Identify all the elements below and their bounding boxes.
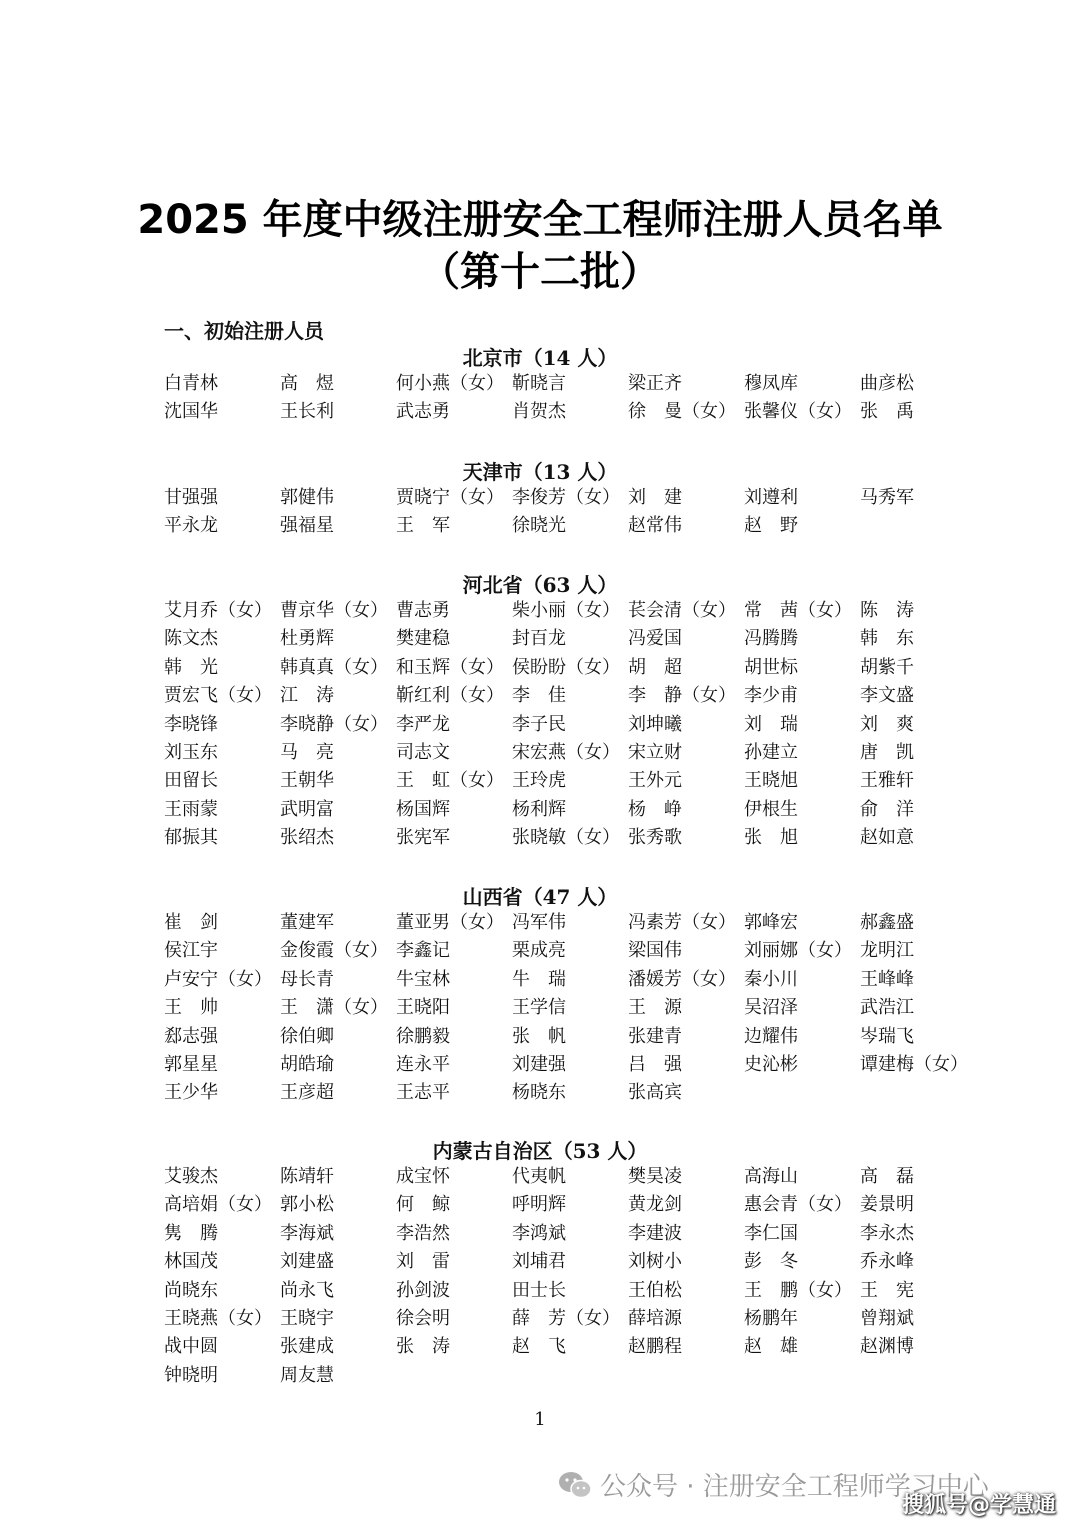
person-name: 冯军伟 [512,912,566,933]
person-name: 卢安宁（女） [164,968,272,990]
person-name: 郭峰宏 [744,912,798,933]
person-name: 陈 涛 [860,600,914,621]
person-name: 王雅轩 [860,770,914,792]
person-name: 樊建稳 [396,628,450,650]
person-name: 龙明江 [860,940,914,962]
person-name: 张建成 [280,1336,334,1358]
person-name: 曲彦松 [860,373,914,394]
province-heading-hebei: 河北省（63 人） [462,573,618,597]
person-name: 岑瑞飞 [860,1025,914,1047]
person-name: 刘 建 [628,487,682,508]
person-name: 连永平 [396,1053,450,1075]
person-name: 樊昊凌 [628,1166,682,1187]
person-name: 李仁国 [744,1222,798,1244]
person-name: 王 潇（女） [280,997,388,1019]
person-name: 刘 瑞 [744,713,798,735]
person-name: 赵如意 [860,827,914,849]
person-name: 曾翔斌 [860,1307,914,1329]
person-name: 艾月乔（女） [164,600,272,621]
person-name: 王长利 [280,401,334,423]
person-name: 贾宏飞（女） [164,685,272,707]
person-name: 唐 凯 [860,741,914,763]
page-number: 1 [534,1409,546,1430]
person-name: 平永龙 [164,515,218,537]
person-name: 董建军 [280,912,334,933]
person-name: 林国茂 [164,1251,218,1273]
person-name: 封百龙 [512,628,566,650]
person-name: 靳晓言 [512,373,566,394]
person-name: 俞 洋 [860,798,914,820]
person-name: 王 鹏（女） [744,1279,852,1301]
person-name: 王晓燕（女） [164,1307,272,1329]
person-name: 牛 瑞 [512,968,566,990]
person-name: 王彦超 [280,1082,334,1104]
person-name: 边耀伟 [744,1025,798,1047]
person-name: 刘玉东 [164,741,218,763]
person-name: 王伯松 [628,1279,682,1301]
person-name: 常 茜（女） [744,600,852,621]
person-name: 肖贺杰 [512,401,566,423]
person-name: 武志勇 [396,401,450,423]
person-name: 宋立财 [628,741,682,763]
person-name: 梁国伟 [628,940,682,962]
person-name: 张绍杰 [280,827,334,849]
name-grid-neimenggu [164,1163,1024,1390]
person-name: 尚永飞 [280,1279,334,1301]
person-name: 徐会明 [396,1307,450,1329]
person-name: 彭 冬 [744,1251,798,1273]
person-name: 胡皓瑜 [280,1053,334,1075]
person-name: 徐伯卿 [280,1025,334,1047]
person-name: 刘遵利 [744,487,798,508]
person-name: 郝鑫盛 [860,912,914,933]
person-name: 刘建盛 [280,1251,334,1273]
person-name: 白青林 [164,373,218,394]
person-name: 武明富 [280,798,334,820]
person-name: 沈国华 [164,401,218,423]
person-name: 王晓阳 [396,997,450,1019]
person-name: 张宪军 [396,827,450,849]
person-name: 李文盛 [860,685,914,707]
person-name: 惠会青（女） [744,1194,852,1216]
person-name: 李海斌 [280,1222,334,1244]
person-name: 王朝华 [280,770,334,792]
person-name: 黄龙剑 [628,1194,682,1216]
person-name: 高 煜 [280,373,334,394]
person-name: 陈靖轩 [280,1166,334,1187]
person-name: 张馨仪（女） [744,401,852,423]
province-heading-tianjin: 天津市（13 人） [462,460,618,484]
person-name: 杨利辉 [512,798,566,820]
person-name: 刘丽娜（女） [744,940,852,962]
person-name: 董亚男（女） [396,912,504,933]
person-name: 高海山 [744,1166,798,1187]
person-name: 栗成亮 [512,940,566,962]
person-name: 张秀歌 [628,827,682,849]
person-name: 王学信 [512,997,566,1019]
person-name: 王 帅 [164,997,218,1019]
person-name: 李子民 [512,713,566,735]
wechat-icon [558,1470,592,1500]
person-name: 赵鹏程 [628,1336,682,1358]
person-name: 周友慧 [280,1364,334,1386]
person-name: 李严龙 [396,713,450,735]
person-name: 母长青 [280,968,334,990]
person-name: 徐鹏毅 [396,1025,450,1047]
name-grid-beijing [164,370,1024,427]
person-name: 李鑫记 [396,940,450,962]
person-name: 张晓敏（女） [512,827,620,849]
person-name: 史沁彬 [744,1053,798,1075]
person-name: 高培娟（女） [164,1194,272,1216]
section-heading: 一、初始注册人员 [164,319,324,343]
person-name: 韩 东 [860,628,914,650]
watermark-text: 公众号 · 注册安全工程师学习中心 [600,1472,989,1502]
person-name: 李鸿斌 [512,1222,566,1244]
person-name: 徐 曼（女） [628,401,736,423]
person-name: 王峰峰 [860,968,914,990]
person-name: 陈文杰 [164,628,218,650]
person-name: 刘埔君 [512,1251,566,1273]
person-name: 韩真真（女） [280,656,388,678]
person-name: 马秀军 [860,487,914,508]
person-name: 潘媛芳（女） [628,968,736,990]
person-name: 胡 超 [628,656,682,678]
person-name: 侯盼盼（女） [512,656,620,678]
person-name: 刘建强 [512,1053,566,1075]
person-name: 李建波 [628,1222,682,1244]
name-grid-tianjin [164,484,1024,541]
person-name: 贾晓宁（女） [396,487,504,508]
person-name: 孙剑波 [396,1279,450,1301]
person-name: 赵 雄 [744,1336,798,1358]
person-name: 王晓宇 [280,1307,334,1329]
person-name: 王 宪 [860,1279,914,1301]
document-subtitle: （第十二批） [420,249,660,295]
person-name: 刘树小 [628,1251,682,1273]
person-name: 甘强强 [164,487,218,508]
person-name: 侯江宇 [164,940,218,962]
person-name: 赵常伟 [628,515,682,537]
person-name: 田士长 [512,1279,566,1301]
person-name: 杨鹏年 [744,1307,798,1329]
watermark-corner: 搜狐号@学慧通 [901,1493,1056,1518]
person-name: 张 旭 [744,827,798,849]
person-name: 钟晓明 [164,1364,218,1386]
person-name: 何小燕（女） [396,373,504,394]
person-name: 牛宝林 [396,968,450,990]
person-name: 李 佳 [512,685,566,707]
person-name: 张高宾 [628,1082,682,1104]
person-name: 郭星星 [164,1053,218,1075]
person-name: 战中圆 [164,1336,218,1358]
person-name: 梁正齐 [628,373,682,394]
person-name: 刘 爽 [860,713,914,735]
person-name: 呼明辉 [512,1194,566,1216]
person-name: 杜勇辉 [280,628,334,650]
person-name: 吕 强 [628,1053,682,1075]
person-name: 张建青 [628,1025,682,1047]
person-name: 王志平 [396,1082,450,1104]
person-name: 伊根生 [744,798,798,820]
person-name: 杨 峥 [628,798,682,820]
person-name: 孙建立 [744,741,798,763]
person-name: 田留长 [164,770,218,792]
person-name: 李浩然 [396,1222,450,1244]
person-name: 胡世标 [744,656,798,678]
province-heading-neimenggu: 内蒙古自治区（53 人） [432,1139,648,1163]
name-grid-shanxi [164,909,1024,1108]
person-name: 胡紫千 [860,656,914,678]
person-name: 冯爱国 [628,628,682,650]
document-title: 2025 年度中级注册安全工程师注册人员名单 [137,197,943,243]
person-name: 崔 剑 [164,912,218,933]
person-name: 柴小丽（女） [512,600,620,621]
person-name: 杨国辉 [396,798,450,820]
person-name: 杨晓东 [512,1082,566,1104]
person-name: 代夷帆 [512,1166,566,1187]
person-name: 司志文 [396,741,450,763]
person-name: 乔永峰 [860,1251,914,1273]
person-name: 李晓静（女） [280,713,388,735]
person-name: 赵 野 [744,515,798,537]
name-grid-hebei [164,597,1024,853]
person-name: 郁振其 [164,827,218,849]
person-name: 王 军 [396,515,450,537]
person-name: 姜景明 [860,1194,914,1216]
person-name: 高 磊 [860,1166,914,1187]
person-name: 王玲虎 [512,770,566,792]
person-name: 薛 芳（女） [512,1307,620,1329]
person-name: 郄志强 [164,1025,218,1047]
person-name: 曹京华（女） [280,600,388,621]
person-name: 曹志勇 [396,600,450,621]
person-name: 靳红利（女） [396,685,504,707]
person-name: 郭小松 [280,1194,334,1216]
person-name: 冯素芳（女） [628,912,736,933]
person-name: 谭建梅（女） [860,1053,968,1075]
province-heading-shanxi: 山西省（47 人） [462,885,618,909]
person-name: 隽 腾 [164,1222,218,1244]
person-name: 何 鲸 [396,1194,450,1216]
person-name: 李俊芳（女） [512,487,620,508]
person-name: 冯腾腾 [744,628,798,650]
person-name: 马 亮 [280,741,334,763]
person-name: 武浩江 [860,997,914,1019]
person-name: 刘 雷 [396,1251,450,1273]
person-name: 穆凤库 [744,373,798,394]
person-name: 王外元 [628,770,682,792]
province-heading-beijing: 北京市（14 人） [462,346,618,370]
person-name: 张 禹 [860,401,914,423]
person-name: 秦小川 [744,968,798,990]
person-name: 艾骏杰 [164,1166,218,1187]
person-name: 薛培源 [628,1307,682,1329]
person-name: 吴沼泽 [744,997,798,1019]
person-name: 成宝怀 [396,1166,450,1187]
person-name: 苌会清（女） [628,600,736,621]
person-name: 张 涛 [396,1336,450,1358]
person-name: 徐晓光 [512,515,566,537]
person-name: 李永杰 [860,1222,914,1244]
person-name: 王晓旭 [744,770,798,792]
person-name: 强福星 [280,515,334,537]
person-name: 李少甫 [744,685,798,707]
person-name: 王 源 [628,997,682,1019]
person-name: 韩 光 [164,656,218,678]
person-name: 和玉辉（女） [396,656,504,678]
person-name: 王少华 [164,1082,218,1104]
person-name: 赵渊博 [860,1336,914,1358]
person-name: 尚晓东 [164,1279,218,1301]
person-name: 刘坤曦 [628,713,682,735]
person-name: 赵 飞 [512,1336,566,1358]
person-name: 宋宏燕（女） [512,741,620,763]
person-name: 江 涛 [280,685,334,707]
person-name: 李 静（女） [628,685,736,707]
person-name: 张 帆 [512,1025,566,1047]
person-name: 郭健伟 [280,487,334,508]
person-name: 李晓锋 [164,713,218,735]
person-name: 金俊霞（女） [280,940,388,962]
person-name: 王 虹（女） [396,770,504,792]
person-name: 王雨蒙 [164,798,218,820]
